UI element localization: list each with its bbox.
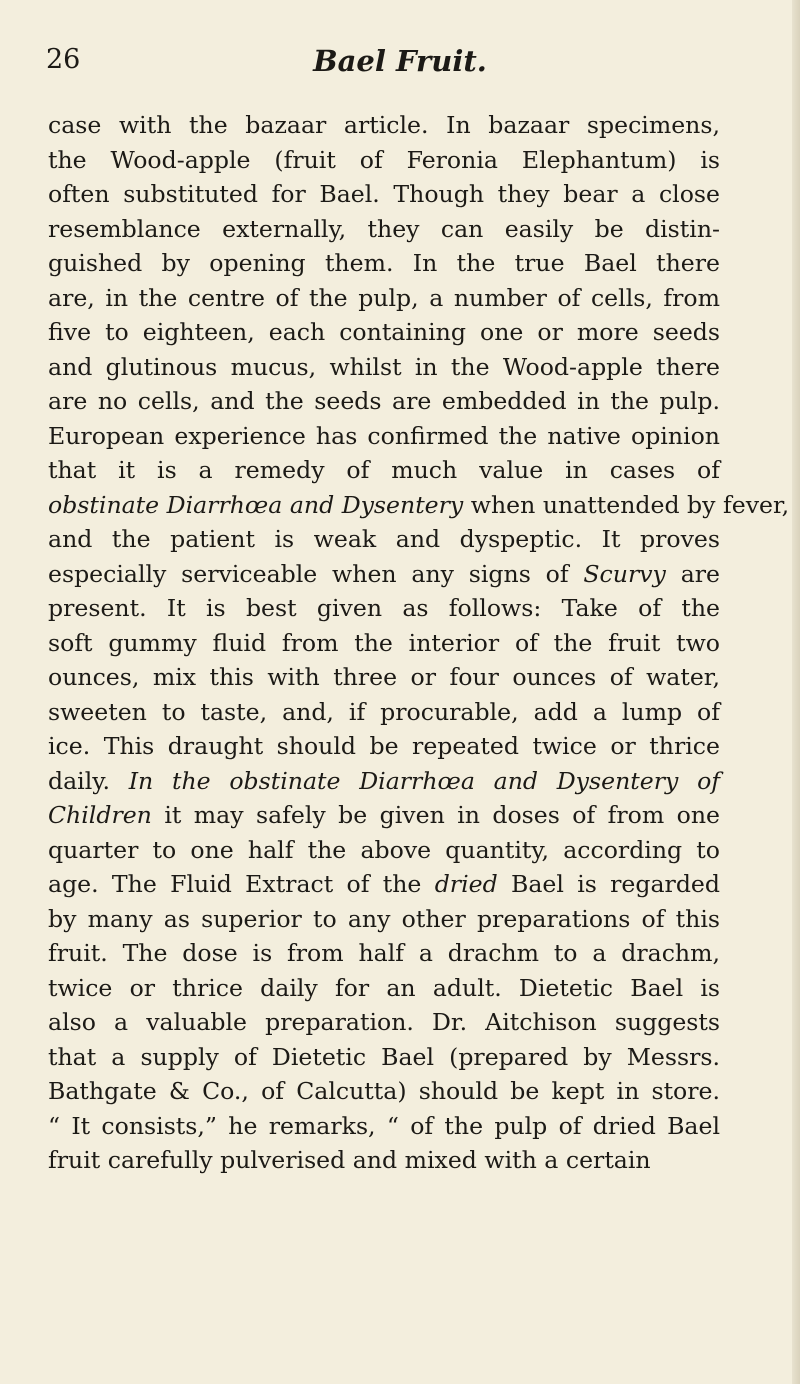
page-number: 26: [46, 44, 81, 75]
italic-phrase: In the obstinate Diarrhœa and Dysentery of: [128, 766, 721, 795]
text-line: sweeten to taste, and, if procurable, add a lump of: [48, 697, 720, 726]
text-line: Bathgate & Co., of Calcutta) should be kept in store.: [48, 1077, 720, 1105]
text-line: [48, 557, 720, 592]
text-line: are no cells, and the seeds are embedded in the pulp.: [48, 387, 720, 415]
text-line: often substituted for Bael. Though they bear a close: [48, 180, 720, 208]
page-edge: [792, 0, 800, 1384]
text-line: the Wood-apple (fruit of Feronia Elephantum) is: [48, 145, 720, 174]
text-run: daily.: [48, 766, 110, 795]
body-text: [48, 108, 790, 1178]
text-line: fruit carefully pulverised and mixed with a certain: [48, 1146, 651, 1174]
italic-phrase: obstinate Diarrhœa and Dysentery: [48, 490, 464, 519]
text-line: five to eighteen, each containing one or more seeds: [48, 318, 720, 346]
page-header: [0, 44, 800, 94]
text-line: [48, 488, 790, 523]
text-line: and the patient is weak and dyspeptic. It proves: [48, 525, 720, 553]
text-run: Bael is regarded: [510, 870, 720, 898]
text-run: especially serviceable when any signs of: [48, 559, 569, 588]
text-line: are, in the centre of the pulp, a number of cells, from: [48, 283, 720, 312]
text-line: case with the bazaar article. In bazaar specimens,: [48, 111, 720, 139]
text-line: “ It consists,” he remarks, “ of the pulp of dried Bael: [48, 1111, 720, 1140]
text-run: age. The Fluid Extract of the: [48, 870, 422, 898]
text-line: ounces, mix this with three or four ounces of water,: [48, 663, 720, 691]
text-line: fruit. The dose is from half a drachm to a drachm,: [48, 939, 720, 967]
italic-phrase: Scurvy: [583, 559, 666, 588]
text-line: also a valuable preparation. Dr. Aitchison suggests: [48, 1008, 720, 1036]
italic-phrase: dried: [434, 870, 498, 898]
text-line: that a supply of Dietetic Bael (prepared by Messrs.: [48, 1042, 720, 1071]
text-run: it may safely be given in doses of from one: [164, 801, 721, 829]
text-line: and glutinous mucus, whilst in the Wood-apple there: [48, 352, 720, 381]
text-line: European experience has confirmed the native opinion: [48, 421, 720, 450]
text-line: by many as superior to any other preparations of this: [48, 904, 720, 933]
text-line: present. It is best given as follows: Take of the: [48, 594, 720, 622]
running-title: Bael Fruit.: [313, 44, 487, 78]
text-line: soft gummy fluid from the interior of the fruit two: [48, 628, 720, 657]
text-run: are: [680, 559, 720, 588]
text-line: twice or thrice daily for an adult. Dietetic Bael is: [48, 973, 720, 1002]
text-line: [48, 764, 720, 799]
text-line: resemblance externally, they can easily be distin-: [48, 214, 720, 243]
text-line: ice. This draught should be repeated twice or thrice: [48, 732, 720, 760]
text-line: that it is a remedy of much value in cases of: [48, 456, 720, 484]
text-run: when unattended by fever,: [470, 490, 790, 519]
text-line: [48, 798, 720, 833]
text-line: [48, 867, 720, 902]
text-line: guished by opening them. In the true Bael there: [48, 249, 720, 277]
text-line: quarter to one half the above quantity, according to: [48, 835, 720, 864]
italic-phrase: Children: [48, 801, 152, 829]
